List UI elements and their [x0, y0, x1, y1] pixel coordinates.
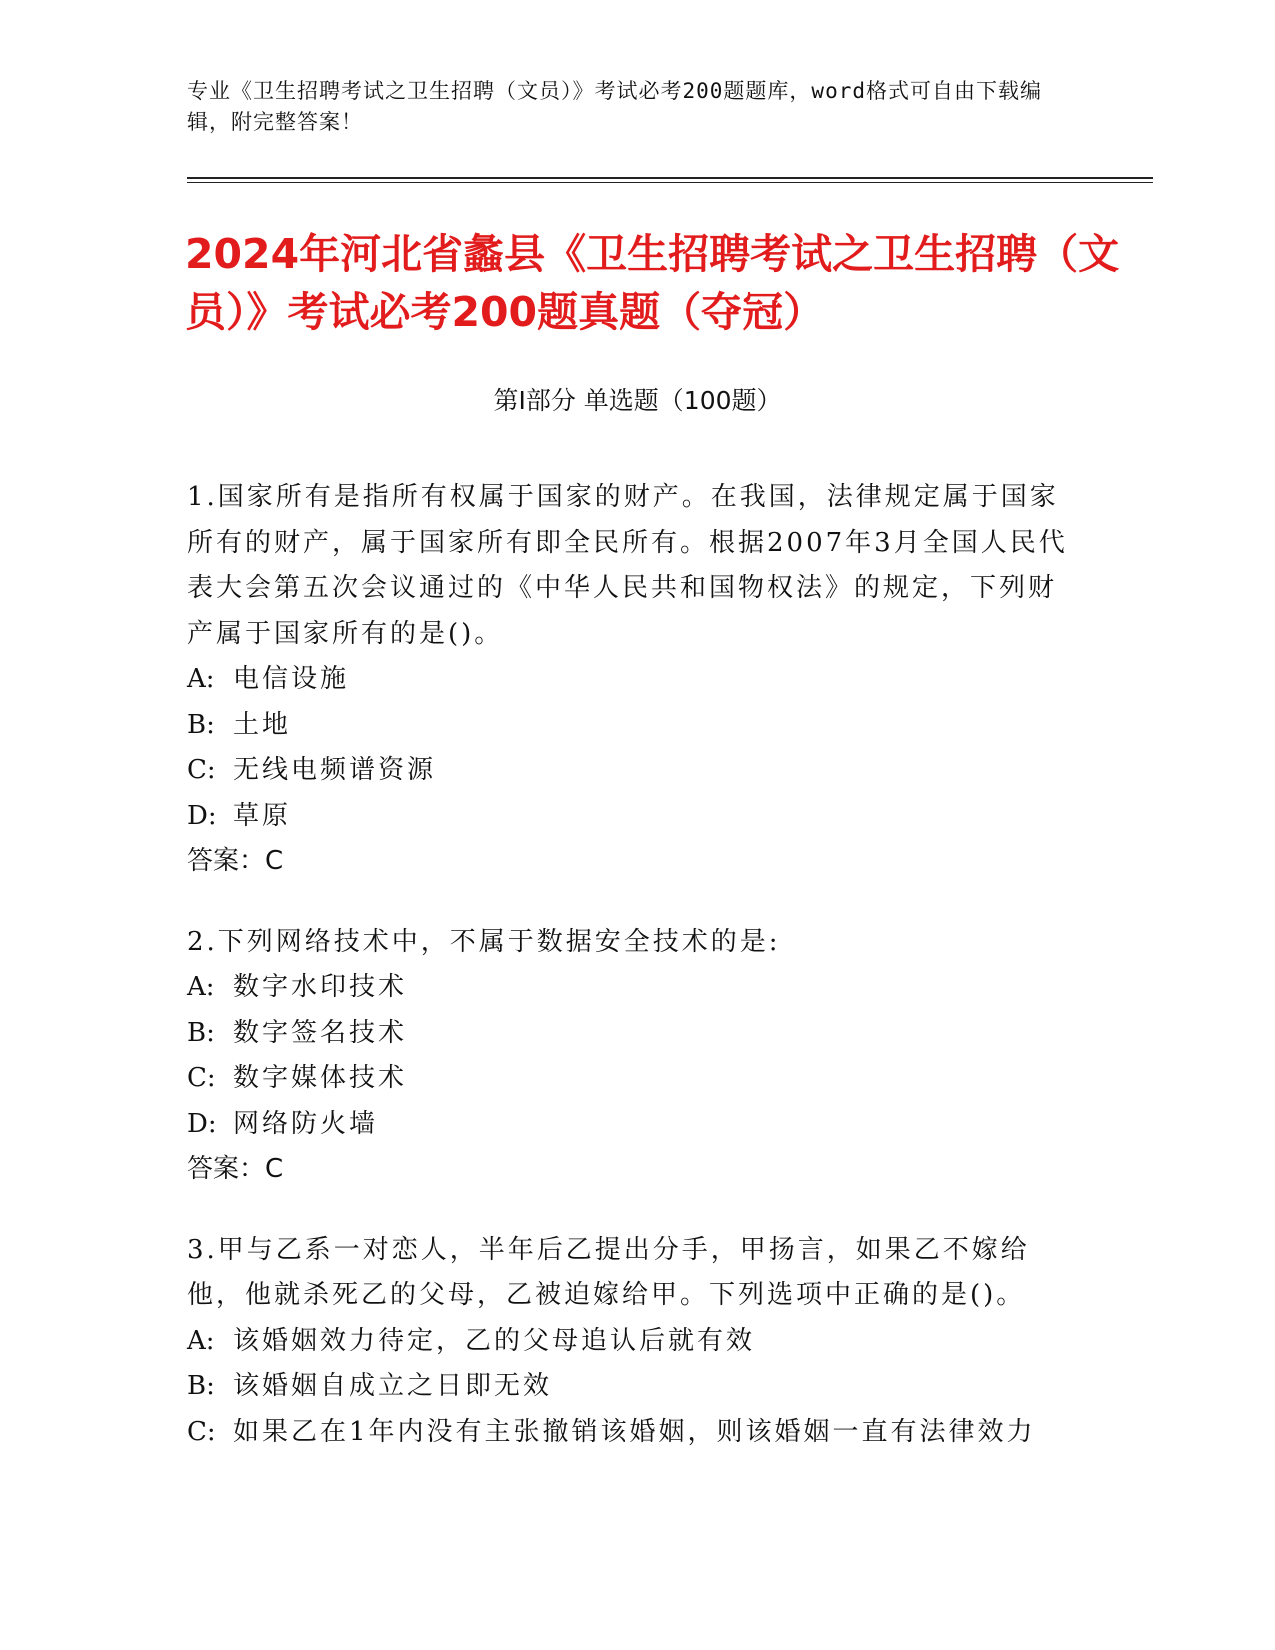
option-key: D: — [187, 1108, 217, 1139]
question-1 — [187, 475, 1077, 885]
option-c — [187, 748, 1077, 794]
option-text: 数字媒体技术 — [233, 1063, 408, 1093]
header-divider-thick — [187, 177, 1153, 179]
section-heading: 第Ⅰ部分 单选题（100题） — [493, 386, 782, 415]
header-divider-thin — [187, 182, 1153, 183]
option-key: A: — [187, 1325, 215, 1356]
option-b — [187, 1011, 1077, 1057]
option-b — [187, 1364, 1077, 1410]
option-d — [187, 794, 1077, 840]
intro-text: 专业《卫生招聘考试之卫生招聘（文员）》考试必考200题题库，word格式可自由下载编辑，附完整答案！ — [187, 79, 1042, 134]
option-text: 草原 — [233, 800, 292, 831]
option-key: A: — [187, 664, 215, 694]
option-key: C: — [187, 755, 216, 785]
document-title: 2024年河北省蠡县《卫生招聘考试之卫生招聘（文员）》考试必考200题真题（夺冠） — [185, 230, 1120, 336]
option-text: 数字签名技术 — [233, 1017, 408, 1048]
option-c — [187, 1410, 1077, 1456]
option-text: 土地 — [233, 709, 292, 740]
question-text: 3.甲与乙系一对恋人，半年后乙提出分手，甲扬言，如果乙不嫁给他，他就杀死乙的父母，乙被迫嫁给甲。下列选项中正确的是()。 — [187, 1234, 1030, 1310]
option-key: B: — [187, 709, 215, 740]
option-c — [187, 1056, 1077, 1102]
option-d — [187, 1102, 1077, 1148]
option-a — [187, 657, 1077, 703]
question-3 — [187, 1228, 1077, 1456]
question-text: 1.国家所有是指所有权属于国家的财产。在我国，法律规定属于国家所有的财产，属于国家所有即全民所有。根据2007年3月全国人民代表大会第五次会议通过的《中华人民共和国物权法》的规定，下列财产属于国家所有的是()。 — [187, 482, 1068, 649]
option-key: C: — [187, 1416, 216, 1447]
option-text: 网络防火墙 — [233, 1108, 379, 1139]
option-text: 该婚姻效力待定，乙的父母追认后就有效 — [233, 1325, 756, 1356]
answer-line: 答案：C — [187, 846, 284, 876]
question-text: 2.下列网络技术中，不属于数据安全技术的是: — [187, 926, 781, 957]
question-2 — [187, 920, 1077, 1193]
option-text: 无线电频谱资源 — [233, 755, 437, 785]
option-text: 该婚姻自成立之日即无效 — [233, 1371, 553, 1401]
option-text: 电信设施 — [233, 664, 350, 694]
option-key: D: — [187, 800, 217, 831]
option-a — [187, 965, 1077, 1011]
option-text: 如果乙在1年内没有主张撤销该婚姻，则该婚姻一直有法律效力 — [233, 1416, 1036, 1447]
option-text: 数字水印技术 — [233, 972, 408, 1002]
option-key: B: — [187, 1371, 215, 1401]
option-key: A: — [187, 972, 215, 1002]
answer-line: 答案：C — [187, 1154, 284, 1184]
option-a — [187, 1319, 1077, 1365]
question-list — [187, 475, 1077, 1490]
option-key: C: — [187, 1063, 216, 1093]
option-b — [187, 703, 1077, 749]
option-key: B: — [187, 1017, 215, 1048]
